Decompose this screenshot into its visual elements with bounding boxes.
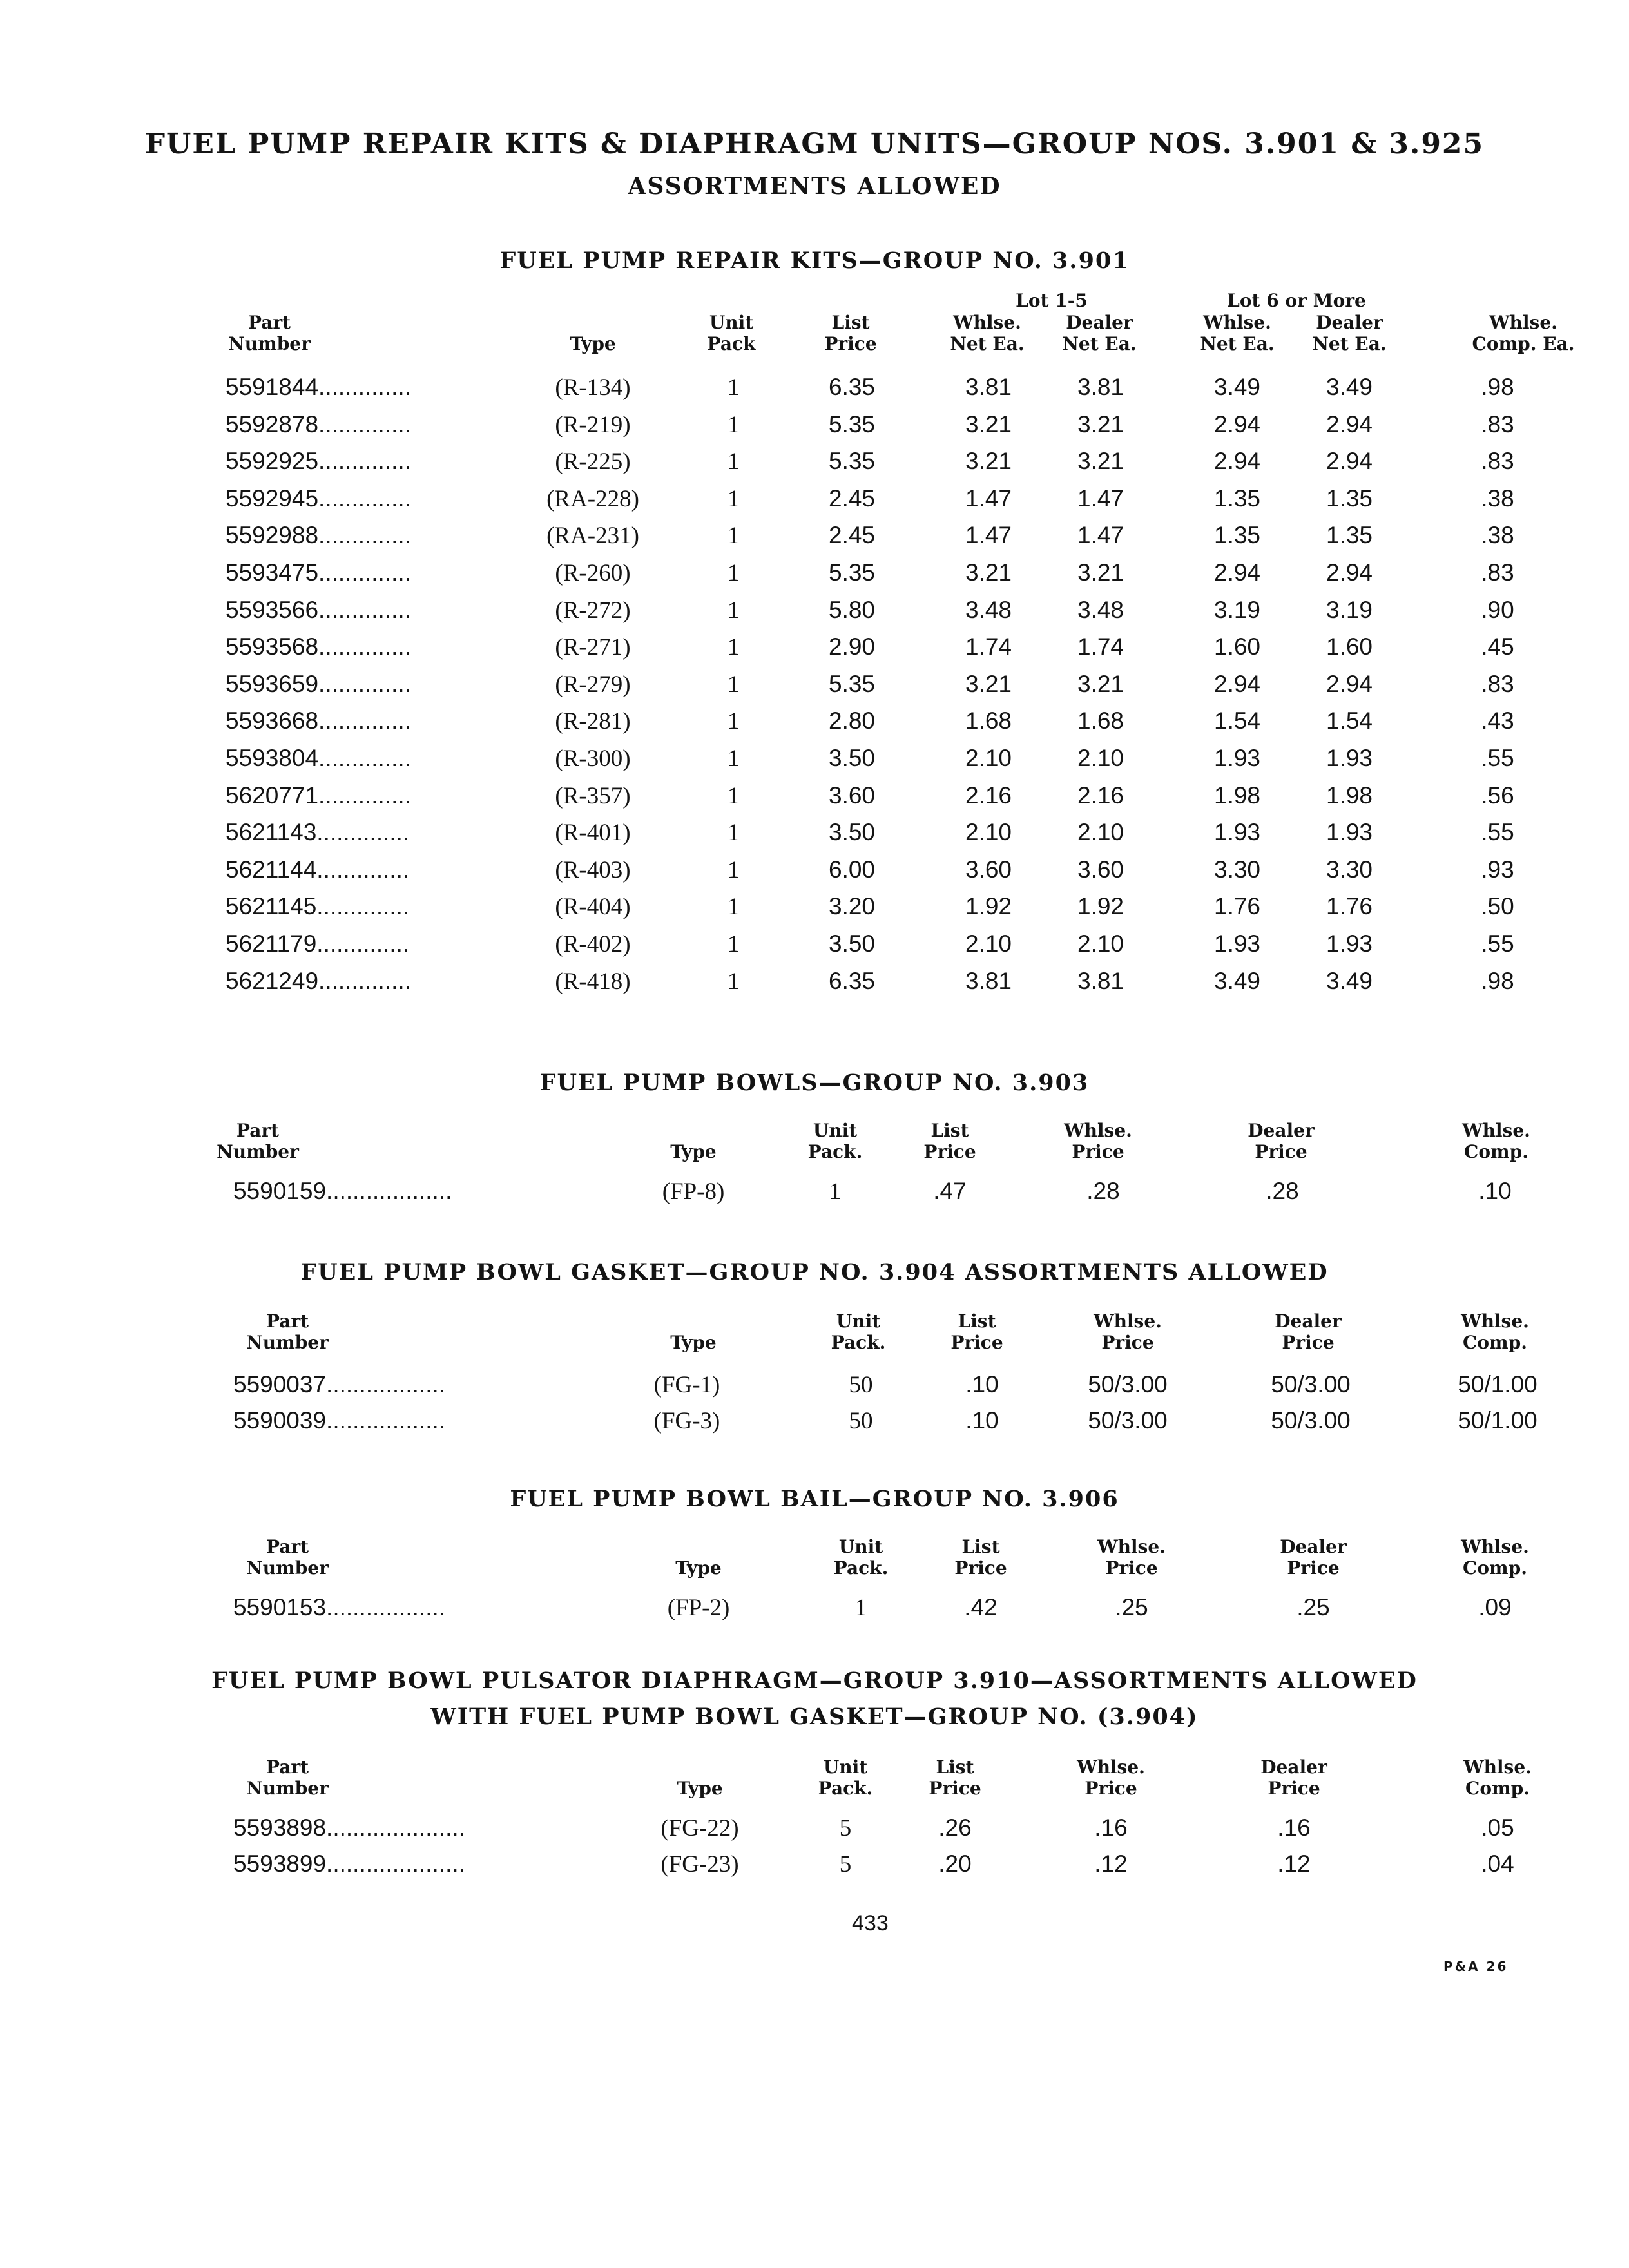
cell-part-number: 5593566.............. [226, 596, 411, 623]
cell-list-price: .47 [933, 1178, 967, 1204]
section-title-pulsator: FUEL PUMP BOWL PULSATOR DIAPHRAGM—GROUP 3.910—ASSORTMENTS ALLOWED [211, 1667, 1418, 1694]
cell-whlse-comp: .56 [1481, 782, 1514, 809]
column-header-whlse-price: Whlse. Price [1094, 1311, 1162, 1353]
column-header-unit-pack: Unit Pack. [833, 1536, 889, 1579]
cell-unit-pack: 1 [727, 448, 740, 476]
cell-lot1-whlse-net: 2.10 [965, 745, 1012, 771]
cell-lot6-whlse-net: 1.54 [1213, 707, 1261, 735]
cell-lot1-whlse-net: 3.81 [965, 967, 1012, 994]
cell-list-price: 5.80 [828, 596, 876, 623]
cell-lot6-dealer-net: 1.93 [1325, 819, 1373, 846]
cell-type: (FG-22) [660, 1815, 739, 1841]
column-header-list-price: List Price [929, 1756, 981, 1799]
column-header-part-number: Part Number [246, 1536, 329, 1579]
cell-lot6-whlse-net: 1.35 [1213, 522, 1261, 549]
cell-unit-pack: 1 [727, 745, 740, 772]
column-header-list-price: List Price [950, 1311, 1003, 1353]
cell-list-price: 3.50 [828, 930, 876, 957]
cell-lot6-whlse-net: 3.19 [1213, 596, 1261, 623]
cell-lot6-whlse-net: 3.49 [1213, 967, 1261, 994]
cell-type: (FG-3) [653, 1408, 720, 1434]
cell-lot6-dealer-net: 1.76 [1325, 893, 1373, 920]
cell-lot6-whlse-net: 1.93 [1213, 930, 1261, 957]
cell-list-price: 5.35 [828, 448, 876, 475]
column-header-lot6-whlse-net: Whlse. Net Ea. [1200, 312, 1275, 354]
cell-list-price: 6.35 [828, 967, 876, 994]
cell-list-price: .42 [964, 1594, 998, 1620]
cell-lot1-dealer-net: 2.10 [1077, 819, 1124, 846]
cell-dealer-price: 50/3.00 [1271, 1371, 1351, 1398]
cell-type: (R-225) [555, 448, 631, 476]
cell-type: (RA-228) [546, 485, 639, 512]
cell-type: (R-300) [555, 745, 631, 772]
cell-lot6-whlse-net: 3.49 [1213, 374, 1261, 400]
cell-whlse-price: .12 [1094, 1850, 1128, 1877]
cell-unit-pack: 1 [727, 856, 740, 883]
cell-lot6-whlse-net: 3.30 [1213, 856, 1261, 883]
cell-lot1-whlse-net: 3.48 [965, 596, 1012, 623]
cell-part-number: 5621249.............. [226, 967, 411, 994]
cell-lot1-whlse-net: 1.68 [965, 707, 1012, 735]
column-header-dealer-price: Dealer Price [1248, 1120, 1315, 1162]
cell-lot1-whlse-net: 2.10 [965, 819, 1012, 846]
column-header-whlse-price: Whlse. Price [1077, 1756, 1145, 1799]
cell-unit-pack: 1 [727, 597, 740, 624]
cell-lot1-dealer-net: 1.47 [1077, 522, 1124, 549]
page-subtitle: ASSORTMENTS ALLOWED [628, 173, 1001, 200]
cell-lot6-whlse-net: 1.93 [1213, 745, 1261, 771]
cell-part-number: 5593659.............. [226, 670, 411, 697]
cell-part-number: 5592988.............. [226, 522, 411, 549]
column-header-whlse-comp: Whlse. Comp. [1463, 1756, 1532, 1799]
cell-lot1-whlse-net: 3.60 [965, 856, 1012, 883]
cell-list-price: .10 [965, 1371, 999, 1398]
cell-list-price: 3.60 [828, 782, 876, 809]
column-header-list-price: List Price [954, 1536, 1007, 1579]
cell-unit-pack: 1 [727, 894, 740, 921]
cell-whlse-comp: .55 [1481, 930, 1514, 957]
cell-unit-pack: 1 [727, 523, 740, 550]
lot-6-label: Lot 6 or More [1227, 290, 1366, 311]
column-header-dealer-price: Dealer Price [1280, 1536, 1347, 1579]
cell-type: (R-219) [555, 411, 631, 438]
section-title-pulsator-line2: WITH FUEL PUMP BOWL GASKET—GROUP NO. (3.904) [430, 1704, 1199, 1730]
column-header-lot1-whlse-net: Whlse. Net Ea. [950, 312, 1025, 354]
cell-whlse-price: 50/3.00 [1088, 1371, 1168, 1398]
cell-lot6-whlse-net: 1.76 [1213, 893, 1261, 920]
section-title-repair-kits: FUEL PUMP REPAIR KITS—GROUP NO. 3.901 [499, 247, 1130, 274]
cell-type: (FP-2) [667, 1595, 730, 1621]
cell-lot1-whlse-net: 1.74 [965, 633, 1012, 660]
cell-whlse-comp: .45 [1481, 633, 1514, 660]
cell-whlse-comp: .83 [1481, 410, 1514, 437]
cell-whlse-comp: .43 [1481, 707, 1514, 735]
cell-whlse-comp: .05 [1481, 1814, 1514, 1841]
cell-whlse-comp: .09 [1478, 1594, 1512, 1620]
cell-list-price: 3.20 [828, 893, 876, 920]
cell-type: (R-271) [555, 634, 631, 661]
cell-whlse-comp: .98 [1481, 967, 1514, 994]
cell-type: (R-404) [555, 894, 631, 921]
cell-part-number: 5592878.............. [226, 410, 411, 437]
cell-lot1-dealer-net: 3.21 [1077, 448, 1124, 475]
cell-lot1-dealer-net: 3.81 [1077, 967, 1124, 994]
cell-type: (R-272) [555, 597, 631, 624]
cell-unit-pack: 1 [727, 782, 740, 809]
column-header-type: Type [670, 1332, 717, 1353]
cell-whlse-comp: .83 [1481, 559, 1514, 586]
cell-part-number: 5620771.............. [226, 782, 411, 809]
cell-whlse-comp: .38 [1481, 522, 1514, 549]
cell-whlse-comp: .10 [1478, 1178, 1512, 1204]
cell-lot1-whlse-net: 3.21 [965, 448, 1012, 475]
cell-unit-pack: 1 [854, 1595, 867, 1621]
cell-part-number: 5590039.................. [233, 1407, 446, 1434]
cell-whlse-price: .16 [1094, 1814, 1128, 1841]
cell-unit-pack: 1 [727, 671, 740, 698]
cell-lot6-whlse-net: 1.60 [1213, 633, 1261, 660]
cell-lot1-whlse-net: 1.47 [965, 485, 1012, 512]
cell-lot6-whlse-net: 2.94 [1213, 559, 1261, 586]
column-header-list-price: List Price [824, 312, 877, 354]
cell-part-number: 5621144.............. [226, 856, 410, 883]
cell-part-number: 5593804.............. [226, 745, 411, 771]
cell-lot6-dealer-net: 1.35 [1325, 522, 1373, 549]
cell-list-price: 6.35 [828, 374, 876, 400]
page-number: 433 [852, 1911, 889, 1936]
cell-lot6-dealer-net: 3.49 [1325, 374, 1373, 400]
cell-lot6-whlse-net: 2.94 [1213, 670, 1261, 697]
cell-part-number: 5593668.............. [226, 707, 411, 735]
column-header-whlse-comp: Whlse. Comp. [1461, 1311, 1529, 1353]
cell-whlse-price: 50/3.00 [1088, 1407, 1168, 1434]
cell-lot1-whlse-net: 1.47 [965, 522, 1012, 549]
column-header-whlse-comp: Whlse. Comp. [1461, 1536, 1529, 1579]
cell-unit-pack: 1 [727, 820, 740, 847]
cell-part-number: 5621179.............. [226, 930, 410, 957]
cell-lot1-whlse-net: 2.10 [965, 930, 1012, 957]
section-title-gasket: FUEL PUMP BOWL GASKET—GROUP NO. 3.904 ASSORTMENTS ALLOWED [300, 1259, 1329, 1285]
cell-part-number: 5593899..................... [233, 1850, 465, 1877]
column-header-unit-pack: Unit Pack. [818, 1756, 873, 1799]
cell-type: (R-402) [555, 931, 631, 957]
column-header-whlse-comp: Whlse. Comp. Ea. [1472, 312, 1575, 354]
column-header-part-number: Part Number [228, 312, 311, 354]
cell-whlse-price: .25 [1115, 1594, 1148, 1620]
cell-whlse-comp: .38 [1481, 485, 1514, 512]
cell-unit-pack: 5 [839, 1815, 852, 1841]
cell-lot1-whlse-net: 2.16 [965, 782, 1012, 809]
cell-list-price: .10 [965, 1407, 999, 1434]
column-header-dealer-price: Dealer Price [1260, 1756, 1327, 1799]
column-header-type: Type [570, 333, 616, 354]
cell-lot1-dealer-net: 1.47 [1077, 485, 1124, 512]
cell-dealer-price: .16 [1277, 1814, 1311, 1841]
column-header-type: Type [670, 1141, 717, 1162]
cell-whlse-comp: .90 [1481, 596, 1514, 623]
cell-unit-pack: 1 [727, 485, 740, 512]
cell-lot1-dealer-net: 1.74 [1077, 633, 1124, 660]
cell-lot6-dealer-net: 1.35 [1325, 485, 1373, 512]
cell-type: (R-279) [555, 671, 631, 698]
cell-dealer-price: 50/3.00 [1271, 1407, 1351, 1434]
column-header-unit-pack: Unit Pack. [831, 1311, 886, 1353]
page-title: FUEL PUMP REPAIR KITS & DIAPHRAGM UNITS—GROUP NOS. 3.901 & 3.925 [144, 128, 1485, 160]
cell-dealer-price: .28 [1266, 1178, 1299, 1204]
cell-unit-pack: 50 [849, 1372, 873, 1398]
cell-lot6-whlse-net: 2.94 [1213, 410, 1261, 437]
cell-list-price: .26 [938, 1814, 972, 1841]
cell-list-price: 2.90 [828, 633, 876, 660]
cell-lot1-whlse-net: 3.21 [965, 559, 1012, 586]
cell-list-price: .20 [938, 1850, 972, 1877]
cell-whlse-comp: .50 [1481, 893, 1514, 920]
cell-lot1-dealer-net: 3.21 [1077, 670, 1124, 697]
cell-list-price: 5.35 [828, 410, 876, 437]
cell-whlse-comp: .83 [1481, 448, 1514, 475]
cell-dealer-price: .25 [1296, 1594, 1330, 1620]
cell-part-number: 5591844.............. [226, 374, 411, 400]
cell-lot1-whlse-net: 3.81 [965, 374, 1012, 400]
cell-type: (R-134) [555, 374, 631, 401]
cell-whlse-comp: .55 [1481, 745, 1514, 771]
cell-unit-pack: 1 [727, 708, 740, 735]
column-header-lot1-dealer-net: Dealer Net Ea. [1062, 312, 1137, 354]
column-header-unit-pack: Unit Pack. [807, 1120, 863, 1162]
cell-whlse-comp: .04 [1481, 1850, 1514, 1877]
cell-list-price: 5.35 [828, 670, 876, 697]
column-header-whlse-price: Whlse. Price [1064, 1120, 1132, 1162]
cell-whlse-comp: 50/1.00 [1458, 1407, 1537, 1434]
cell-unit-pack: 1 [727, 634, 740, 661]
column-header-list-price: List Price [923, 1120, 976, 1162]
cell-unit-pack: 1 [727, 560, 740, 586]
cell-lot6-dealer-net: 1.93 [1325, 930, 1373, 957]
section-title-bail: FUEL PUMP BOWL BAIL—GROUP NO. 3.906 [510, 1486, 1119, 1512]
cell-unit-pack: 1 [829, 1178, 842, 1205]
cell-list-price: 2.45 [828, 522, 876, 549]
cell-lot1-dealer-net: 2.16 [1077, 782, 1124, 809]
cell-part-number: 5621143.............. [226, 819, 410, 846]
cell-lot1-dealer-net: 3.21 [1077, 410, 1124, 437]
cell-part-number: 5590153.................. [233, 1594, 446, 1620]
cell-lot6-whlse-net: 1.35 [1213, 485, 1261, 512]
cell-lot6-dealer-net: 2.94 [1325, 410, 1373, 437]
cell-unit-pack: 1 [727, 411, 740, 438]
cell-type: (R-357) [555, 782, 631, 809]
cell-list-price: 3.50 [828, 819, 876, 846]
footer-code: P&A 26 [1443, 1959, 1509, 1974]
cell-whlse-comp: 50/1.00 [1458, 1371, 1537, 1398]
cell-lot6-dealer-net: 1.54 [1325, 707, 1373, 735]
cell-lot6-whlse-net: 1.98 [1213, 782, 1261, 809]
cell-lot6-whlse-net: 2.94 [1213, 448, 1261, 475]
cell-part-number: 5593475.............. [226, 559, 411, 586]
cell-whlse-price: .28 [1086, 1178, 1120, 1204]
column-header-part-number: Part Number [246, 1311, 329, 1353]
cell-lot1-dealer-net: 3.21 [1077, 559, 1124, 586]
column-header-dealer-price: Dealer Price [1275, 1311, 1342, 1353]
cell-dealer-price: .12 [1277, 1850, 1311, 1877]
cell-type: (R-418) [555, 968, 631, 995]
cell-lot6-dealer-net: 2.94 [1325, 670, 1373, 697]
column-header-type: Type [675, 1557, 722, 1579]
cell-part-number: 5590037.................. [233, 1371, 446, 1398]
column-header-lot6-dealer-net: Dealer Net Ea. [1312, 312, 1387, 354]
cell-whlse-comp: .83 [1481, 670, 1514, 697]
cell-type: (RA-231) [546, 523, 639, 550]
lot-1-5-label: Lot 1-5 [1016, 290, 1088, 311]
cell-lot1-whlse-net: 3.21 [965, 670, 1012, 697]
cell-lot6-dealer-net: 2.94 [1325, 559, 1373, 586]
cell-list-price: 2.80 [828, 707, 876, 735]
cell-whlse-comp: .93 [1481, 856, 1514, 883]
cell-lot1-dealer-net: 2.10 [1077, 930, 1124, 957]
cell-whlse-comp: .55 [1481, 819, 1514, 846]
column-header-part-number: Part Number [246, 1756, 329, 1799]
cell-lot6-dealer-net: 3.49 [1325, 967, 1373, 994]
cell-unit-pack: 1 [727, 374, 740, 401]
cell-list-price: 2.45 [828, 485, 876, 512]
cell-part-number: 5590159................... [233, 1178, 452, 1204]
cell-list-price: 3.50 [828, 745, 876, 771]
cell-lot6-dealer-net: 3.19 [1325, 596, 1373, 623]
section-title-bowls: FUEL PUMP BOWLS—GROUP NO. 3.903 [539, 1070, 1090, 1096]
cell-lot1-dealer-net: 3.60 [1077, 856, 1124, 883]
cell-type: (R-403) [555, 856, 631, 883]
cell-list-price: 5.35 [828, 559, 876, 586]
cell-unit-pack: 1 [727, 968, 740, 995]
cell-lot6-dealer-net: 1.93 [1325, 745, 1373, 771]
column-header-part-number: Part Number [217, 1120, 299, 1162]
cell-lot6-whlse-net: 1.93 [1213, 819, 1261, 846]
cell-lot1-dealer-net: 3.81 [1077, 374, 1124, 400]
column-header-type: Type [677, 1778, 723, 1799]
cell-part-number: 5621145.............. [226, 893, 410, 920]
column-header-whlse-comp: Whlse. Comp. [1462, 1120, 1530, 1162]
cell-part-number: 5592925.............. [226, 448, 411, 475]
cell-type: (FP-8) [662, 1178, 725, 1205]
column-header-whlse-price: Whlse. Price [1097, 1536, 1166, 1579]
cell-lot1-whlse-net: 3.21 [965, 410, 1012, 437]
cell-lot6-dealer-net: 1.98 [1325, 782, 1373, 809]
cell-lot6-dealer-net: 3.30 [1325, 856, 1373, 883]
cell-lot6-dealer-net: 2.94 [1325, 448, 1373, 475]
cell-lot1-dealer-net: 1.68 [1077, 707, 1124, 735]
column-header-unit-pack: Unit Pack [707, 312, 756, 354]
cell-part-number: 5593568.............. [226, 633, 411, 660]
cell-lot1-whlse-net: 1.92 [965, 893, 1012, 920]
cell-type: (R-281) [555, 708, 631, 735]
cell-part-number: 5593898..................... [233, 1814, 465, 1841]
cell-unit-pack: 1 [727, 931, 740, 957]
cell-unit-pack: 50 [849, 1408, 873, 1434]
cell-type: (R-260) [555, 560, 631, 586]
cell-lot6-dealer-net: 1.60 [1325, 633, 1373, 660]
cell-unit-pack: 5 [839, 1851, 852, 1878]
cell-whlse-comp: .98 [1481, 374, 1514, 400]
cell-type: (FG-23) [660, 1851, 739, 1878]
cell-type: (FG-1) [653, 1372, 720, 1398]
cell-lot1-dealer-net: 2.10 [1077, 745, 1124, 771]
cell-part-number: 5592945.............. [226, 485, 411, 512]
cell-lot1-dealer-net: 3.48 [1077, 596, 1124, 623]
cell-list-price: 6.00 [828, 856, 876, 883]
cell-type: (R-401) [555, 820, 631, 847]
cell-lot1-dealer-net: 1.92 [1077, 893, 1124, 920]
